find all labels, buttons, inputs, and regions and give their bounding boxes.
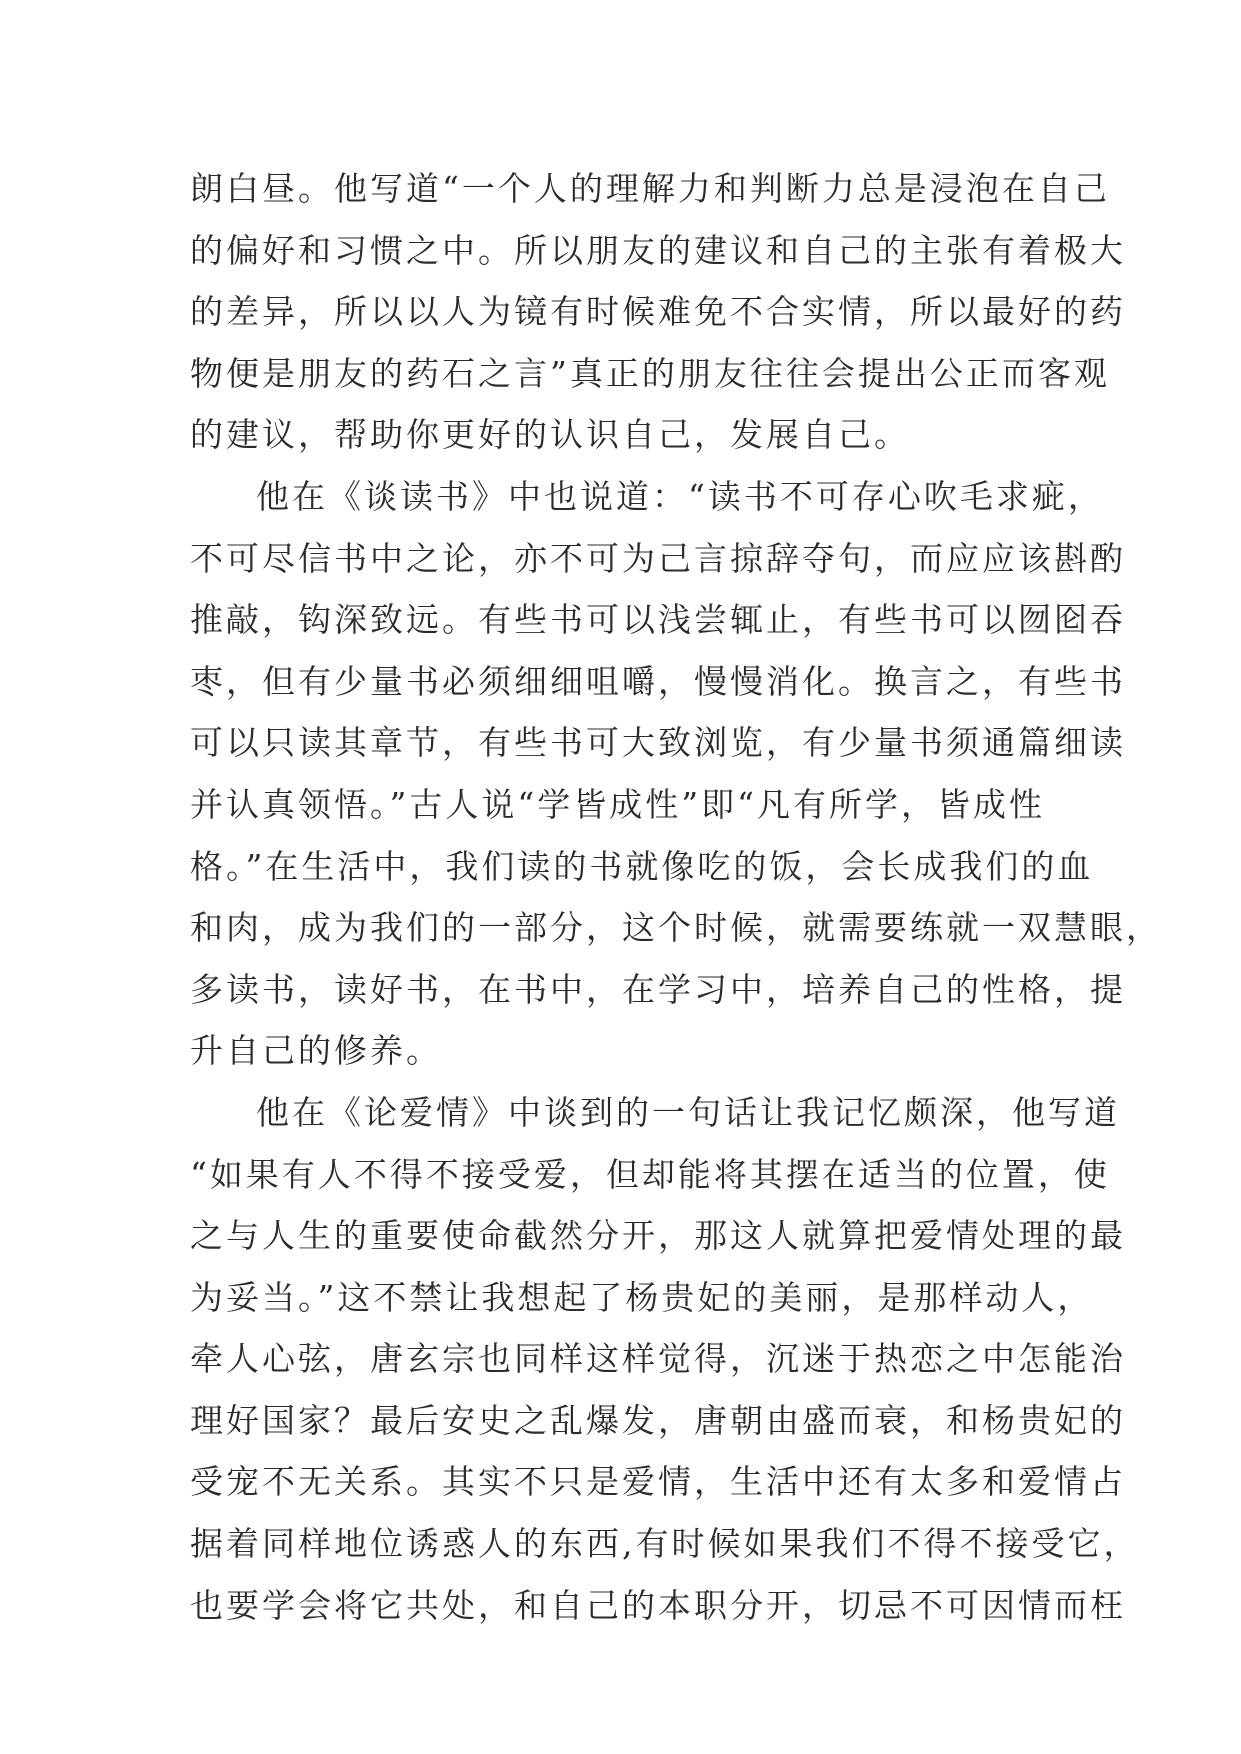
text-line: 不可尽信书中之论，亦不可为己言掠辞夺句，而应应该斟酌 xyxy=(190,538,1126,578)
paragraph-start-line: 他在《论爱情》中谈到的一句话让我记忆颇深，他写道 xyxy=(256,1092,1120,1132)
text-line: “如果有人不得不接受爱，但却能将其摆在适当的位置，使 xyxy=(190,1154,1110,1194)
text-line: 受宠不无关系。其实不只是爱情，生活中还有太多和爱情占 xyxy=(190,1462,1126,1502)
text-line: 多读书，读好书，在书中，在学习中，培养自己的性格，提 xyxy=(190,969,1126,1009)
paragraph-start-line: 他在《谈读书》中也说道：“读书不可存心吹毛求疵， xyxy=(256,476,1104,516)
text-line: 为妥当。”这不禁让我想起了杨贵妃的美丽，是那样动人， xyxy=(190,1277,1094,1317)
text-line: 理好国家？最后安史之乱爆发，唐朝由盛而衰，和杨贵妃的 xyxy=(190,1400,1126,1440)
text-line: 升自己的修养。 xyxy=(190,1031,442,1071)
text-line: 推敲，钩深致远。有些书可以浅尝辄止，有些书可以囫囵吞 xyxy=(190,600,1126,640)
text-line: 和肉，成为我们的一部分，这个时候，就需要练就一双慧眼， xyxy=(190,908,1162,948)
text-line: 的偏好和习惯之中。所以朋友的建议和自己的主张有着极大 xyxy=(190,230,1126,270)
text-line: 的建议，帮助你更好的认识自己，发展自己。 xyxy=(190,415,910,455)
text-line: 牵人心弦，唐玄宗也同样这样觉得，沉迷于热恋之中怎能治 xyxy=(190,1339,1126,1379)
text-line: 的差异，所以以人为镜有时候难免不合实情，所以最好的药 xyxy=(190,292,1126,332)
body-text xyxy=(190,158,1162,1636)
text-line: 可以只读其章节，有些书可大致浏览，有少量书须通篇细读 xyxy=(190,723,1126,763)
text-line: 也要学会将它共处，和自己的本职分开，切忌不可因情而枉 xyxy=(190,1585,1126,1625)
text-line: 格。”在生活中，我们读的书就像吃的饭，会长成我们的血 xyxy=(190,846,1094,886)
text-line: 枣，但有少量书必须细细咀嚼，慢慢消化。换言之，有些书 xyxy=(190,661,1126,701)
text-line: 朗白昼。他写道“一个人的理解力和判断力总是浸泡在自己 xyxy=(190,169,1110,208)
text-line: 物便是朋友的药石之言”真正的朋友往往会提出公正而客观 xyxy=(190,353,1110,393)
text-line: 据着同样地位诱惑人的东西,有时候如果我们不得不接受它， xyxy=(190,1524,1140,1564)
text-line: 之与人生的重要使命截然分开，那这人就算把爱情处理的最 xyxy=(190,1216,1126,1256)
text-line: 并认真领悟。”古人说“学皆成性”即“凡有所学，皆成性 xyxy=(190,784,1045,824)
